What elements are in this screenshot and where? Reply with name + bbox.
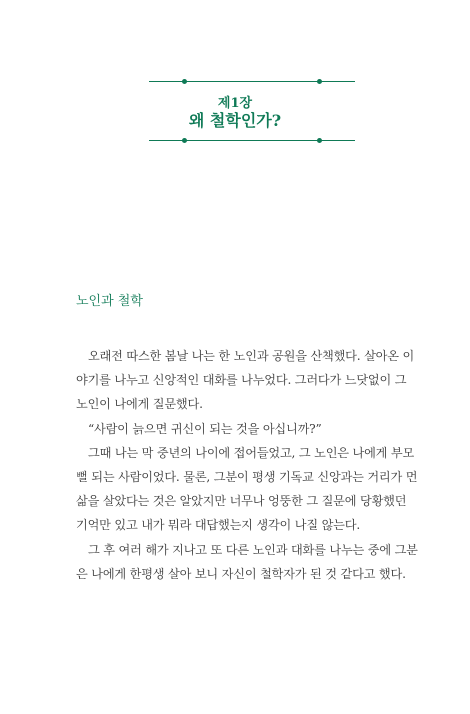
body-line: 오래전 따스한 봄날 나는 한 노인과 공원을 산책했다. 살아온 이 — [88, 349, 415, 363]
rule-dot-right — [317, 79, 322, 84]
body-text — [76, 344, 418, 586]
chapter-rule-top — [149, 81, 355, 82]
body-line: 삶을 살았다는 것은 알았지만 너무나 엉뚱한 그 질문에 당황했던 — [76, 494, 407, 509]
body-line: 은 나에게 한평생 살아 보니 자신이 철학자가 된 것 같다고 했다. — [76, 566, 406, 581]
rule-dot-left — [182, 138, 187, 143]
body-line: 뻘 되는 사람이었다. 물론, 그분이 평생 기독교 신앙과는 거리가 먼 — [76, 470, 418, 485]
rule-dot-left — [182, 79, 187, 84]
body-line: 기억만 있고 내가 뭐라 대답했는지 생각이 나질 않는다. — [76, 518, 361, 533]
chapter-title: 왜 철학인가? — [188, 111, 282, 130]
body-line: “사람이 늙으면 귀신이 되는 것을 아십니까?” — [88, 421, 322, 436]
body-line: 그 후 여러 해가 지나고 또 다른 노인과 대화를 나누는 중에 그분 — [88, 542, 418, 557]
chapter-rule-bottom — [149, 140, 355, 141]
section-heading: 노인과 철학 — [76, 294, 143, 309]
body-line: 그때 나는 막 중년의 나이에 접어들었고, 그 노인은 나에게 부모 — [88, 445, 415, 460]
chapter-label: 제1장 — [217, 96, 253, 111]
body-line: 야기를 나누고 신앙적인 대화를 나누었다. 그러다가 느닷없이 그 — [76, 373, 407, 388]
body-line: 노인이 나에게 질문했다. — [76, 397, 203, 412]
rule-dot-right — [317, 138, 322, 143]
